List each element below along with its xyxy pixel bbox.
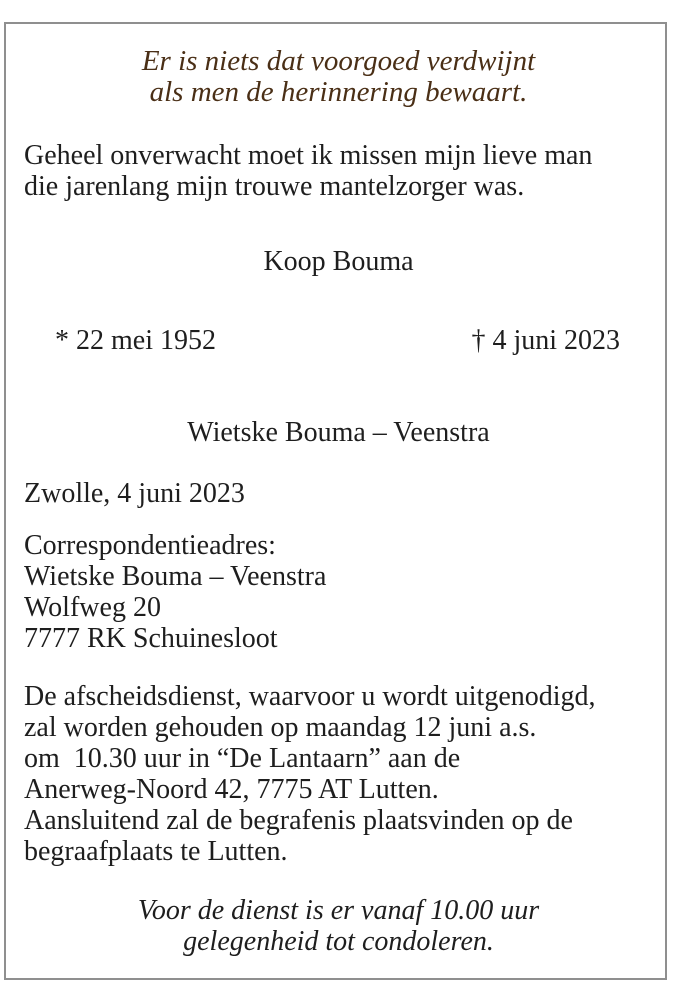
signatory-name: Wietske Bouma – Veenstra (187, 417, 490, 448)
correspondence-street: Wolfweg 20 (24, 592, 161, 623)
motto (0, 46, 677, 108)
service-line-4: Anerweg-Noord 42, 7775 AT Lutten. (24, 774, 439, 805)
birth-date: * 22 mei 1952 (55, 325, 216, 356)
service-line-5: Aansluitend zal de begrafenis plaatsvinden op de (24, 805, 573, 836)
death-date: † 4 juni 2023 (471, 325, 620, 356)
service-details (24, 681, 596, 867)
closing-note (0, 895, 677, 957)
service-line-6: begraafplaats te Lutten. (24, 836, 288, 867)
correspondence-address (24, 530, 326, 654)
intro-line-1: Geheel onverwacht moet ik missen mijn lieve man (24, 140, 593, 171)
motto-line-1: Er is niets dat voorgoed verdwijnt (141, 45, 536, 77)
intro-text (24, 140, 592, 202)
correspondence-name: Wietske Bouma – Veenstra (24, 561, 327, 592)
correspondence-label: Correspondentieadres: (24, 530, 276, 561)
service-line-2: zal worden gehouden op maandag 12 juni a.s. (24, 712, 537, 743)
closing-line-2: gelegenheid tot condoleren. (183, 926, 494, 957)
deceased-name: Koop Bouma (263, 246, 414, 277)
service-line-3: om 10.30 uur in “De Lantaarn” aan de (24, 743, 461, 774)
motto-line-2: als men de herinnering bewaart. (149, 76, 528, 108)
place-date: Zwolle, 4 juni 2023 (24, 478, 245, 509)
correspondence-postal: 7777 RK Schuinesloot (24, 623, 278, 654)
intro-line-2: die jarenlang mijn trouwe mantelzorger was. (24, 171, 525, 202)
service-line-1: De afscheidsdienst, waarvoor u wordt uitgenodigd, (24, 681, 596, 712)
closing-line-1: Voor de dienst is er vanaf 10.00 uur (137, 895, 540, 926)
